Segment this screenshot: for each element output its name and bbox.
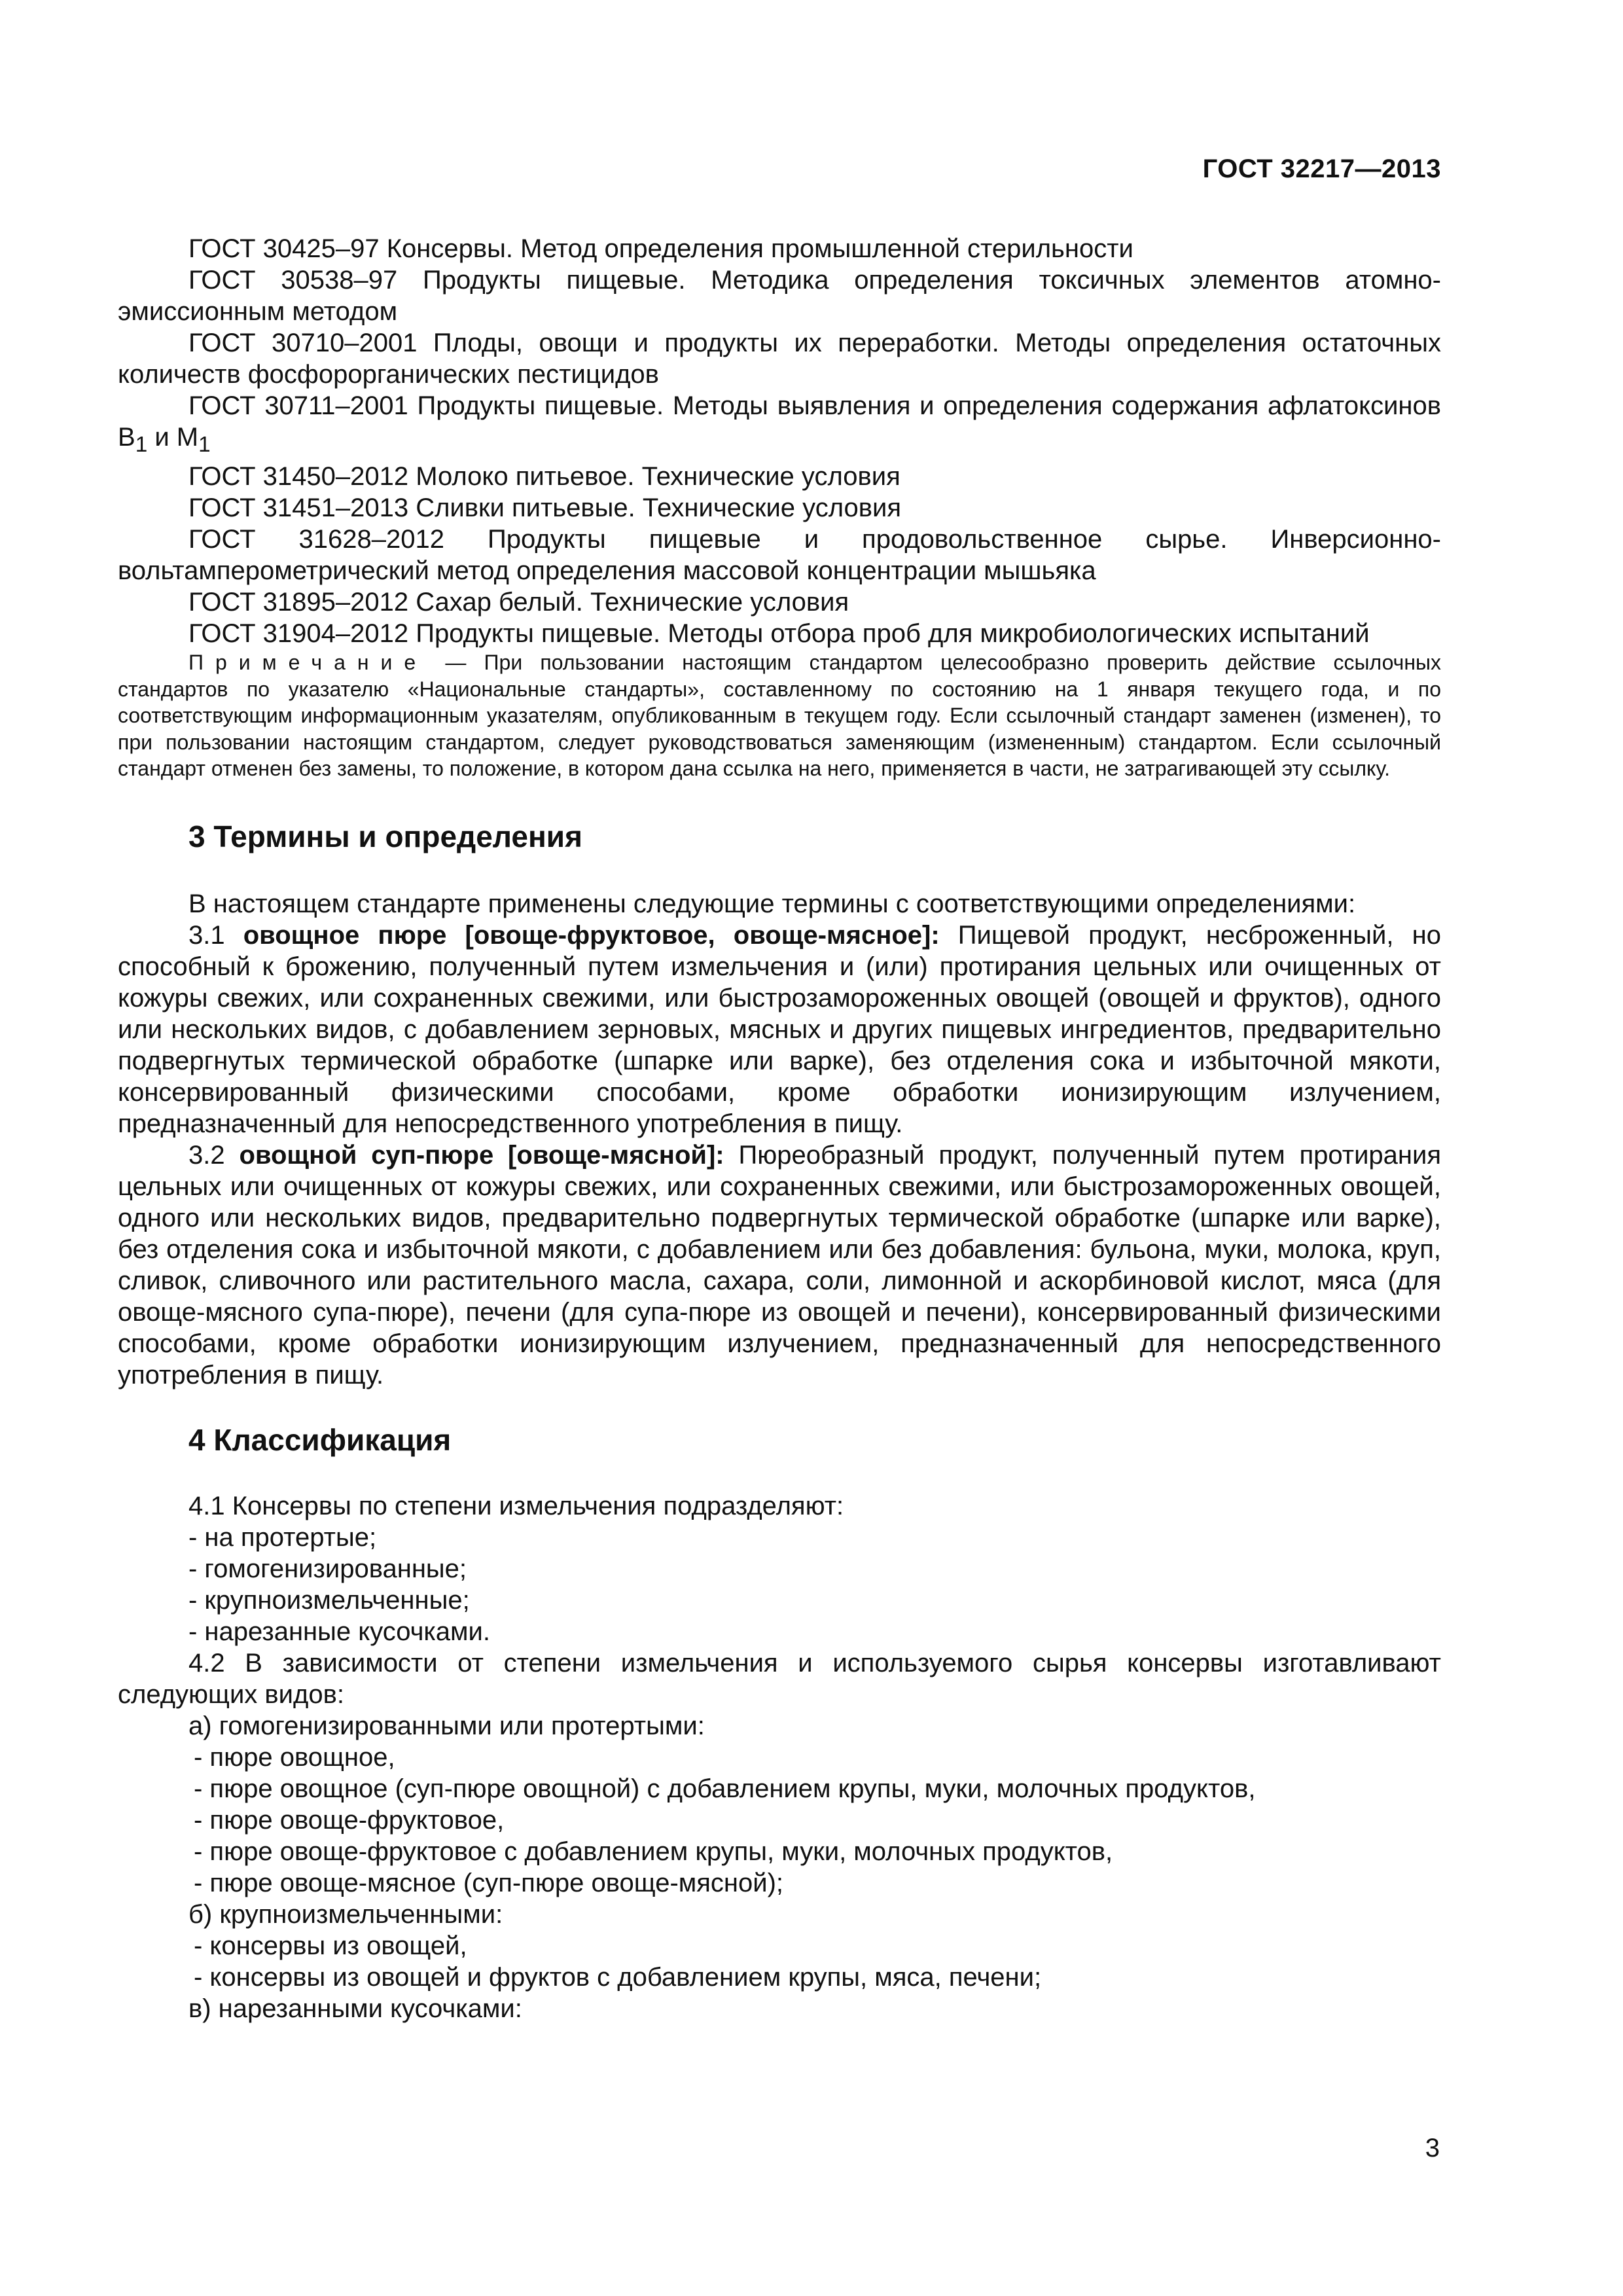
list-item: - на протертые; xyxy=(188,1522,377,1552)
list-item: - пюре овоще-фруктовое с добавлением крупы, муки, молочных продуктов, xyxy=(194,1837,1113,1866)
term: овощной суп-пюре [овоще-мясной]: xyxy=(239,1140,724,1170)
page-body xyxy=(118,233,1441,2024)
reference-item: ГОСТ 30538–97 Продукты пищевые. Методика определения токсичных элементов атомно-эмиссионным методом xyxy=(118,266,1441,326)
page-number: 3 xyxy=(1425,2134,1440,2162)
term-definition: 3.1 овощное пюре [овоще-фруктовое, овоще-мясное]: Пищевой продукт, несброженный, но способный к брожению, полученный путем измельчения и (или) протирания цельных или очищенных от кожуры свежих, или сохраненных свежими, или быстрозамороженных овощей (овощей и фруктов), одного или нескольких видов, с добавлением зерновых, мясных и других пищевых ингредиентов, предварительно подвергнутых термической обработке (шпарке или варке), без отделения сока и избыточной мякоти, консервированный физическими способами, кроме обработки ионизирующим излучением, предназначенный для непосредственного употребления в пищу. xyxy=(118,920,1441,1138)
clause-4-2: 4.2 В зависимости от степени измельчения и используемого сырья консервы изготавливают следующих видов: xyxy=(118,1648,1441,1709)
reference-note xyxy=(118,649,1441,782)
list-item: - консервы из овощей, xyxy=(194,1931,467,1960)
reference-item: ГОСТ 31895–2012 Сахар белый. Технические условия xyxy=(188,588,849,617)
subscript: 1 xyxy=(198,433,211,457)
list-item: - консервы из овощей и фруктов с добавлением крупы, мяса, печени; xyxy=(194,1962,1042,1992)
term-definition: 3.2 овощной суп-пюре [овоще-мясной]: Пюреобразный продукт, полученный путем протирания цельных или очищенных от кожуры свежих, или сохраненных свежими, или быстрозамороженных овощей, одного или нескольких видов, предварительно подвергнутых термической обработке (шпарке или варке), без отделения сока и избыточной мякоти, с добавлением или без добавления: бульона, муки, молока, круп, сливок, сливочного или растительного масла, сахара, соли, лимонной и аскорбиновой кислот, мяса (для овоще-мясного супа-пюре), печени (для супа-пюре из овощей и печени), консервированный физическими способами, кроме обработки ионизирующим излучением, предназначенный для непосредственного употребления в пищу. xyxy=(118,1140,1442,1390)
list-item: - пюре овощное (суп-пюре овощной) с добавлением крупы, муки, молочных продуктов, xyxy=(194,1774,1256,1803)
reference-item: ГОСТ 30711–2001 Продукты пищевые. Методы выявления и определения содержания афлатоксинов $B_1$ и $M_1$ xyxy=(118,391,1441,457)
note-label: Примечание xyxy=(188,651,428,674)
reference-item: ГОСТ 30425–97 Консервы. Метод определения промышленной стерильности xyxy=(188,234,1133,263)
clause-4-1: 4.1 Консервы по степени измельчения подразделяют: xyxy=(188,1491,844,1520)
note-text: — При пользовании настоящим стандартом целесообразно проверить действие ссылочных стандартов по указателю «Национальные стандарты», составленному по состоянию на 1 января текущего года, и по соответствующим информационным указателям, опубликованным в текущем году. Если ссылочный стандарт заменен (изменен), то при пользовании настоящим стандартом, следует руководствоваться заменяющим (измененным) стандартом. Если ссылочный стандарт отменен без замены, то положение, в котором дана ссылка на него, применяется в части, не затрагивающей эту ссылку. xyxy=(118,651,1441,780)
reference-item: ГОСТ 31904–2012 Продукты пищевые. Методы отбора проб для микробиологических испытаний xyxy=(188,619,1370,648)
list-item: - нарезанные кусочками. xyxy=(188,1617,490,1646)
list-item: - пюре овоще-фруктовое, xyxy=(194,1805,505,1835)
list-item: - гомогенизированные; xyxy=(188,1554,467,1583)
list-item: - пюре овощное, xyxy=(194,1742,395,1772)
group-label: в) нарезанными кусочками: xyxy=(188,1994,522,2023)
group-label: а) гомогенизированными или протертыми: xyxy=(188,1711,705,1740)
section-4-heading: 4 Классификация xyxy=(188,1422,452,1457)
term: овощное пюре [овоще-фруктовое, овоще-мясное]: xyxy=(243,920,940,950)
group-label: б) крупноизмельченными: xyxy=(188,1899,503,1929)
reference-item: ГОСТ 31628–2012 Продукты пищевые и продовольственное сырье. Инверсионно-вольтамперометрический метод определения массовой концентрации мышьяка xyxy=(118,525,1441,585)
document-code: ГОСТ 32217—2013 xyxy=(1202,154,1441,183)
subscript: 1 xyxy=(135,433,148,457)
reference-item: ГОСТ 30710–2001 Плоды, овощи и продукты их переработки. Методы определения остаточных количеств фосфорорганических пестицидов xyxy=(118,329,1441,389)
list-item: - пюре овоще-мясное (суп-пюре овоще-мясной); xyxy=(194,1868,784,1897)
reference-item: ГОСТ 31451–2013 Сливки питьевые. Технические условия xyxy=(188,493,901,522)
section-3-intro: В настоящем стандарте применены следующие термины с соответствующими определениями: xyxy=(188,889,1356,918)
list-item: - крупноизмельченные; xyxy=(188,1585,470,1615)
references-list xyxy=(118,233,1441,649)
section-3-heading: 3 Термины и определения xyxy=(188,819,582,853)
reference-item: ГОСТ 31450–2012 Молоко питьевое. Технические условия xyxy=(188,462,901,491)
